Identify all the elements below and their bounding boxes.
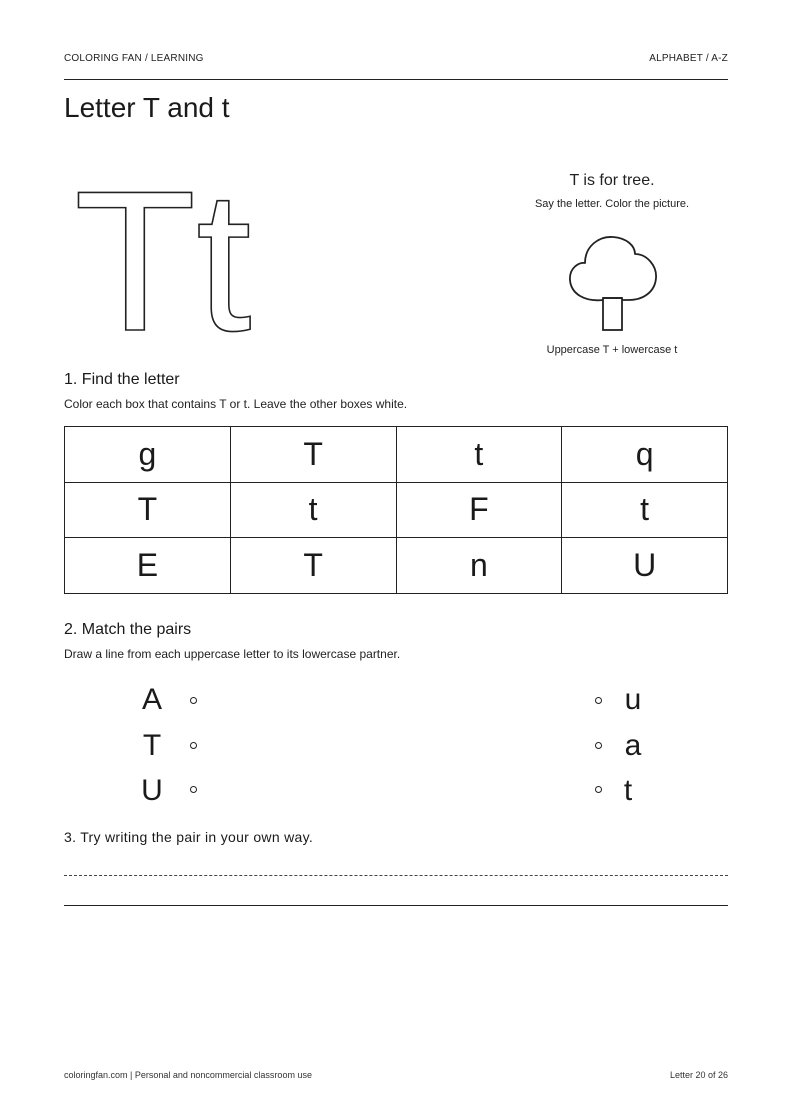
match-lowercase-letter: u (624, 683, 642, 716)
outline-uppercase-letter[interactable]: T (74, 166, 197, 346)
grid-cell[interactable]: n (397, 538, 563, 594)
picture-instruction: Say the letter. Color the picture. (534, 198, 690, 210)
find-letter-grid (64, 426, 728, 594)
match-uppercase-letter: A (141, 683, 162, 716)
section1-subtitle: Color each box that contains T or t. Leave the other boxes white. (64, 397, 408, 411)
grid-cell[interactable]: t (397, 427, 563, 483)
footer-credit: coloringfan.com | Personal and noncommercial classroom use (64, 1070, 312, 1080)
grid-cell[interactable]: T (231, 427, 397, 483)
grid-cell[interactable]: t (231, 483, 397, 539)
match-left-dot[interactable] (190, 742, 197, 749)
writing-guide-dashed-line[interactable] (64, 875, 728, 876)
grid-cell[interactable]: F (397, 483, 563, 539)
grid-cell[interactable]: t (562, 483, 728, 539)
grid-cell[interactable]: T (65, 483, 231, 539)
match-right-dot[interactable] (595, 786, 602, 793)
match-uppercase-letter: T (142, 729, 162, 762)
match-left-dot[interactable] (190, 786, 197, 793)
header-category: ALPHABET / A-Z (649, 53, 728, 64)
writing-baseline[interactable] (64, 905, 728, 906)
match-right-dot[interactable] (595, 697, 602, 704)
match-lowercase-letter: t (623, 774, 633, 807)
match-right-dot[interactable] (595, 742, 602, 749)
grid-cell[interactable]: q (562, 427, 728, 483)
grid-cell[interactable]: T (231, 538, 397, 594)
section2-subtitle: Draw a line from each uppercase letter to its lowercase partner. (64, 647, 401, 661)
match-lowercase-letter: a (624, 729, 642, 762)
grid-cell[interactable]: U (562, 538, 728, 594)
match-left-dot[interactable] (190, 697, 197, 704)
match-uppercase-letter: U (141, 774, 163, 807)
page-title: Letter T and t (64, 92, 230, 123)
outline-lowercase-letter[interactable]: t (196, 166, 252, 346)
grid-cell[interactable]: g (65, 427, 231, 483)
section3-title: 3. Try writing the pair in your own way. (64, 829, 314, 845)
tree-icon[interactable] (565, 232, 659, 332)
picture-caption: Uppercase T + lowercase t (546, 344, 678, 356)
section2-title: 2. Match the pairs (64, 621, 192, 638)
picture-panel (512, 172, 712, 210)
header-brand: COLORING FAN / LEARNING (64, 53, 204, 64)
picture-heading: T is for tree. (569, 172, 655, 189)
outline-letters[interactable] (60, 166, 280, 346)
page-number: Letter 20 of 26 (669, 1070, 728, 1080)
grid-cell[interactable]: E (65, 538, 231, 594)
header-divider (64, 79, 728, 80)
section1-title: 1. Find the letter (64, 371, 180, 388)
